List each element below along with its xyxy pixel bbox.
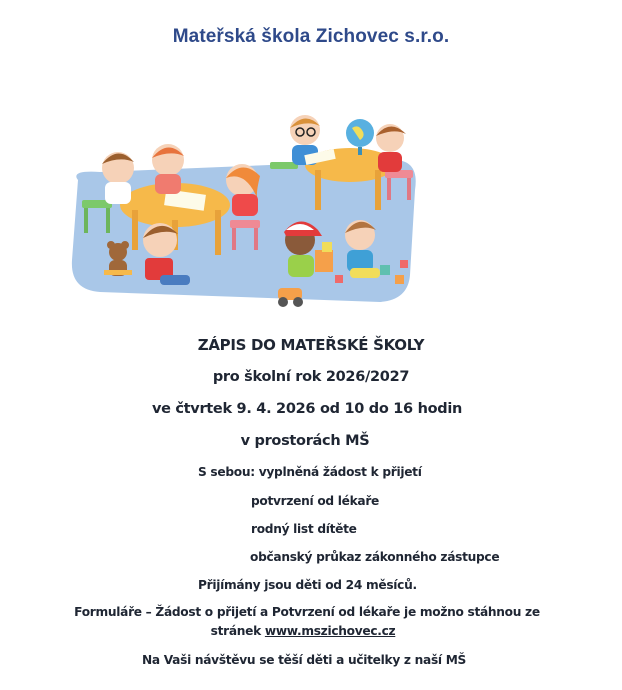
forms-note-prefix: stránek bbox=[210, 624, 261, 638]
kindergarten-illustration bbox=[60, 100, 425, 320]
enrollment-date-time: ve čtvrtek 9. 4. 2026 od 10 do 16 hodin bbox=[151, 401, 463, 417]
bring-item: vyplněná žádost k přijetí bbox=[258, 465, 422, 479]
bring-item: občanský průkaz zákonného zástupce bbox=[250, 550, 500, 564]
school-name-title: Mateřská škola Zichovec s.r.o. bbox=[172, 26, 450, 47]
bring-label: S sebou: bbox=[198, 465, 255, 479]
website-link[interactable]: www.mszichovec.cz bbox=[264, 624, 396, 638]
closing-note: Na Vaši návštěvu se těší děti a učitelky z naší MŠ bbox=[141, 653, 467, 667]
forms-note-link-line bbox=[0, 624, 614, 638]
bring-item: rodný list dítěte bbox=[251, 522, 357, 536]
age-note: Přijímány jsou děti od 24 měsíců. bbox=[198, 578, 417, 592]
school-year: pro školní rok 2026/2027 bbox=[212, 369, 410, 385]
forms-note: Formuláře – Žádost o přijetí a Potvrzení od lékaře je možno stáhnou ze bbox=[74, 605, 540, 619]
bring-item: potvrzení od lékaře bbox=[251, 494, 380, 508]
bring-list-first bbox=[198, 465, 422, 479]
enrollment-location: v prostorách MŠ bbox=[240, 433, 370, 449]
heading-enrollment: ZÁPIS DO MATEŘSKÉ ŠKOLY bbox=[197, 336, 425, 354]
